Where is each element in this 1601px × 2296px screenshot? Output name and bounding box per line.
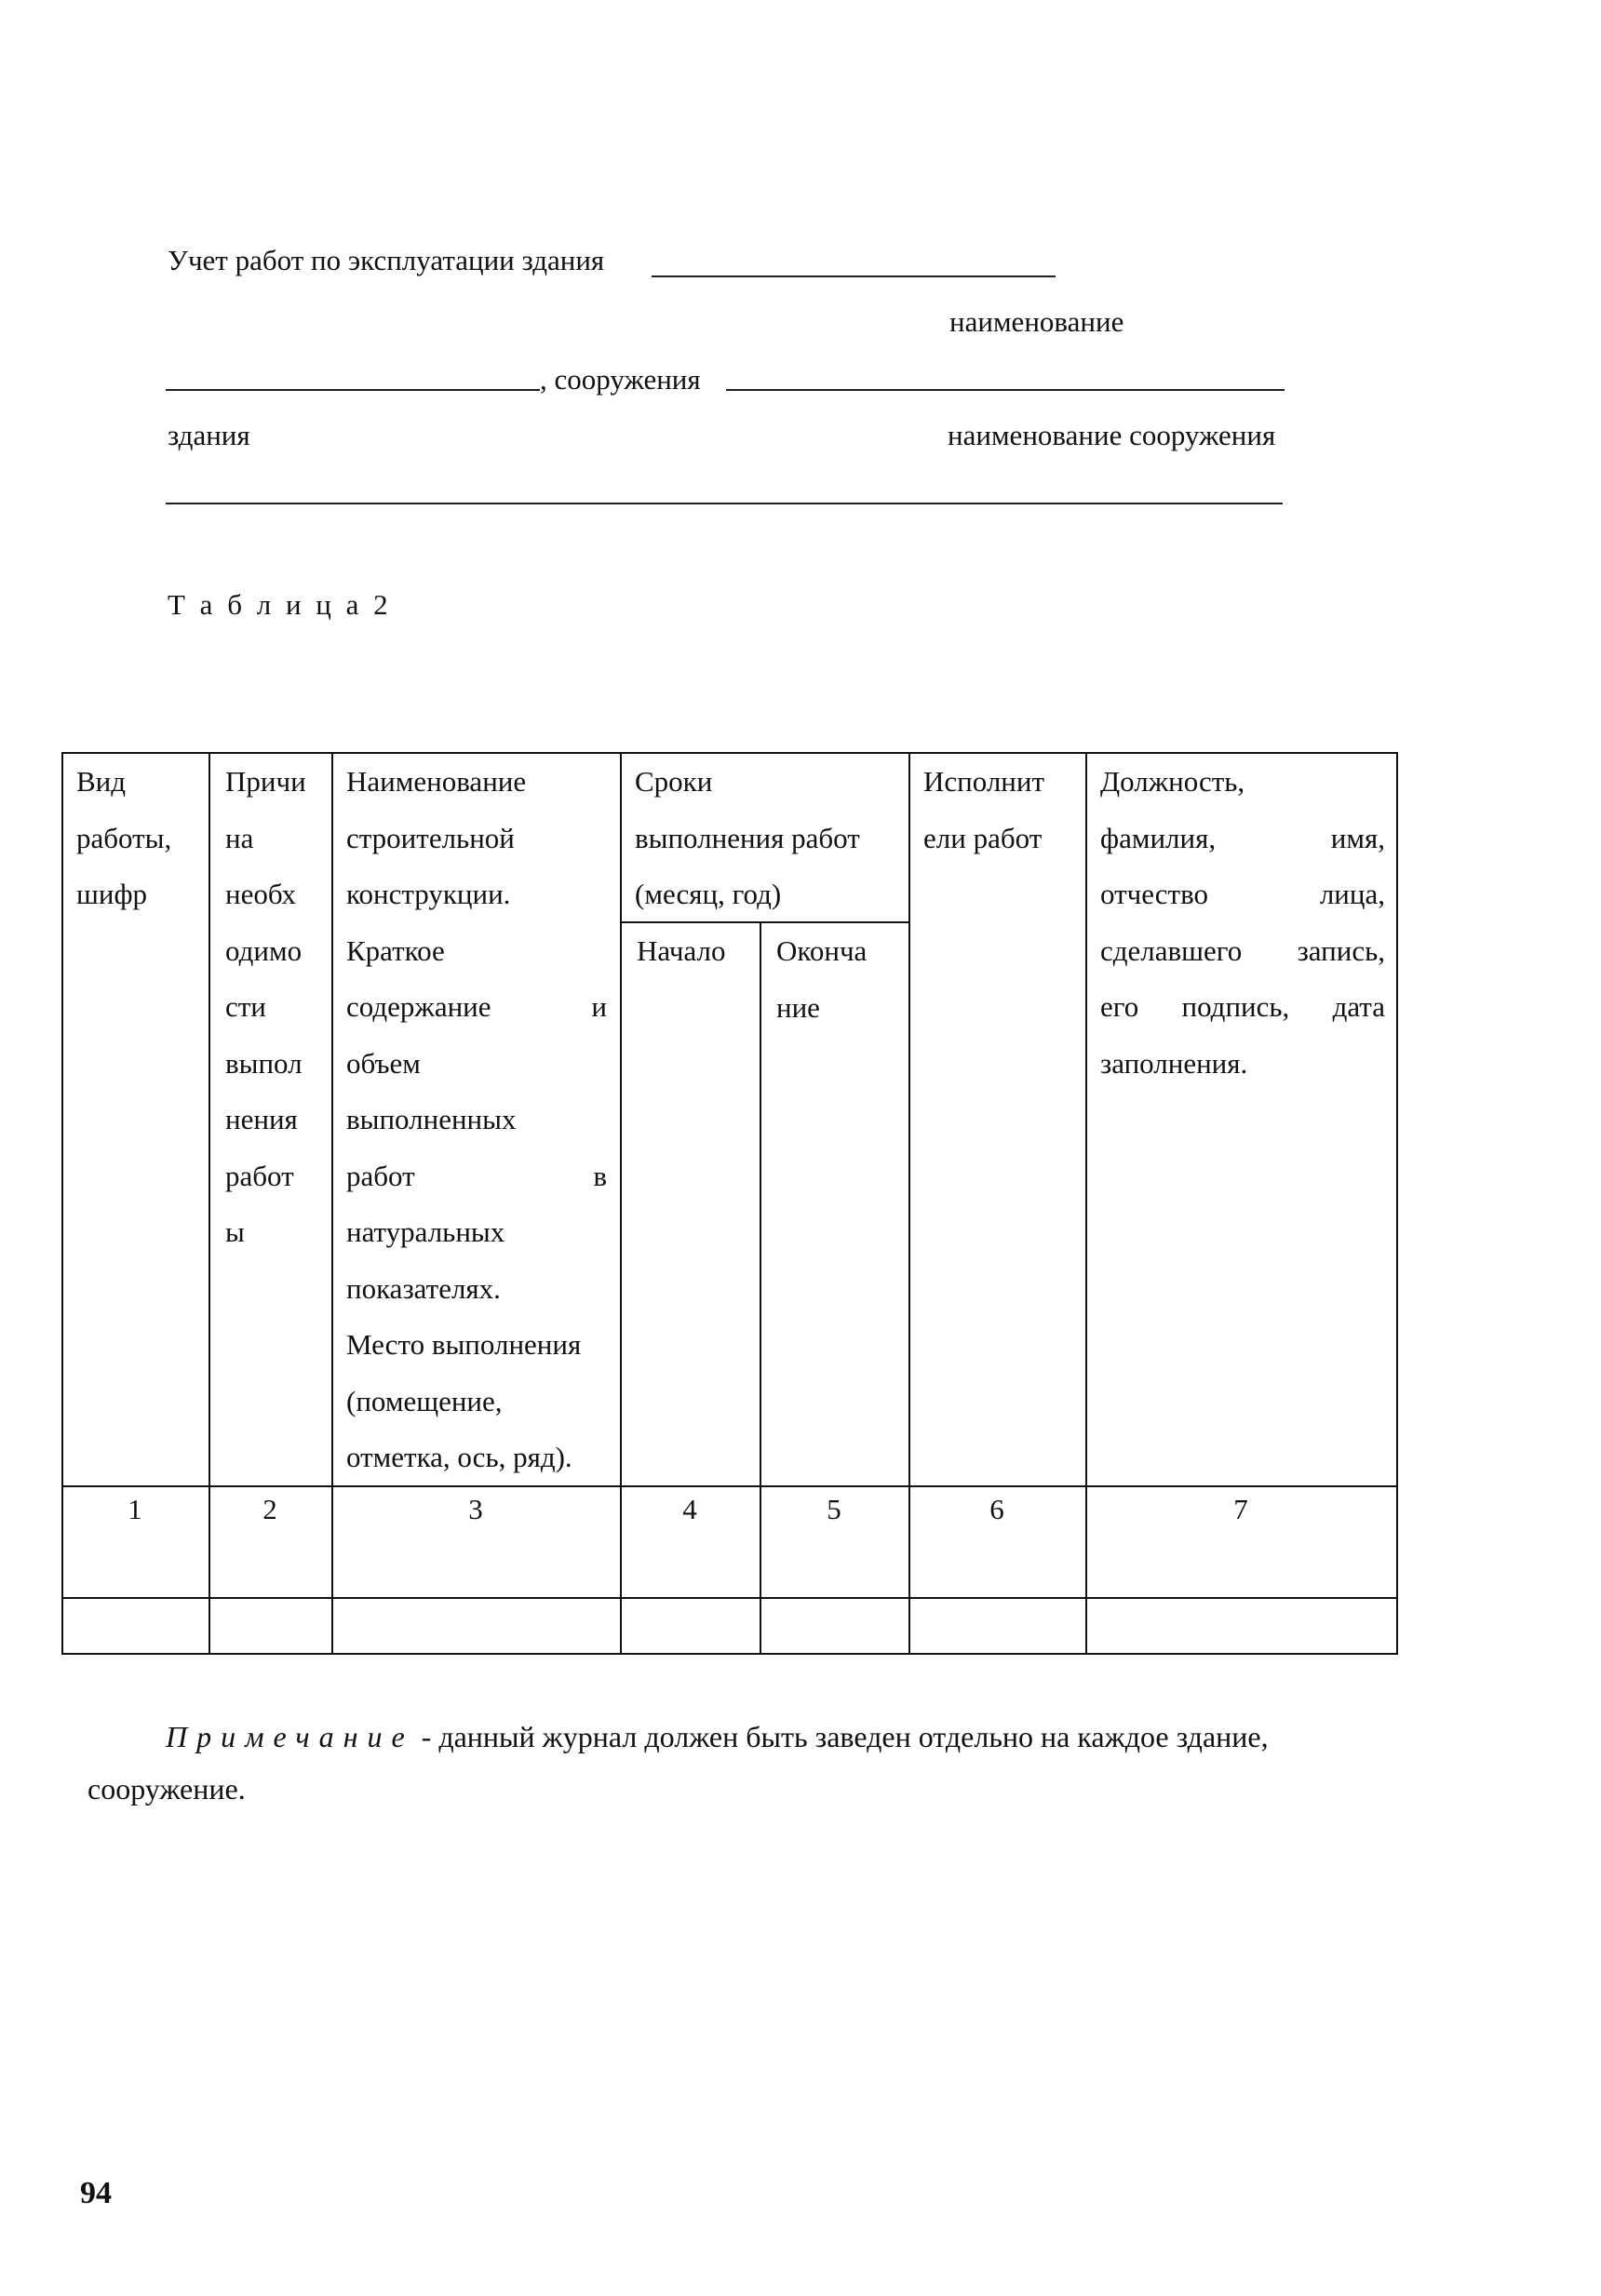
header-bottom-line xyxy=(61,1485,1398,1487)
col3-line: отметка, ось, ряд). xyxy=(346,1441,572,1473)
table-caption: Т а б л и ц а 2 xyxy=(168,588,392,621)
col5-line: Оконча xyxy=(776,934,868,967)
column-number: 5 xyxy=(827,1493,841,1525)
table-border-right xyxy=(1396,752,1398,1655)
col3-line: Наименование xyxy=(346,765,527,798)
col4-line: Начало xyxy=(637,934,726,967)
header-line1 xyxy=(168,244,604,277)
group-line: (месяц, год) xyxy=(635,878,782,910)
col2-line: нения xyxy=(225,1103,298,1135)
col7-line: Должность, xyxy=(1100,765,1245,798)
column-number: 6 xyxy=(989,1493,1004,1525)
header-line1-text: Учет работ по эксплуатации здания xyxy=(168,244,605,276)
col7-justified-line xyxy=(1100,979,1385,1036)
col3-word: работ xyxy=(346,1159,415,1192)
col3-word: и xyxy=(591,990,607,1023)
col1-line: шифр xyxy=(76,878,148,910)
column-number: 4 xyxy=(682,1493,697,1525)
col7-word: запись, xyxy=(1297,933,1385,967)
col3-line: Краткое xyxy=(346,933,445,967)
col3-header xyxy=(346,754,607,1486)
col7-word: его xyxy=(1100,990,1139,1023)
column-number: 7 xyxy=(1233,1493,1248,1525)
col2-line: Причи xyxy=(225,765,306,798)
column-number: 1 xyxy=(128,1493,142,1525)
col7-word: имя, xyxy=(1330,821,1385,854)
col7-word: подпись, xyxy=(1181,990,1290,1023)
group-line: Сроки xyxy=(635,765,713,798)
page-number: 94 xyxy=(80,2176,112,2210)
col7-justified-line xyxy=(1100,866,1385,923)
col7-word: лица, xyxy=(1319,878,1385,910)
col2-line: необх xyxy=(225,878,296,910)
col7-justified-line xyxy=(1100,811,1385,867)
col3-line: конструкции. xyxy=(346,878,511,910)
caption-structure: наименование сооружения xyxy=(948,419,1276,451)
note-text: - данный журнал должен быть заведен отдельно на каждое здание, сооружение. xyxy=(87,1720,1269,1806)
structure-fill-line xyxy=(726,389,1285,391)
building-fill-line-2 xyxy=(166,389,540,391)
col1-line: Вид xyxy=(76,765,127,798)
col2-line: ы xyxy=(225,1215,245,1248)
col2-line: выпол xyxy=(225,1046,303,1080)
col7-word: отчество xyxy=(1100,878,1208,910)
col2-line: сти xyxy=(225,990,266,1023)
col6-header xyxy=(923,754,1044,866)
deadlines-group-header xyxy=(635,754,860,923)
col3-line: объем xyxy=(346,1046,421,1080)
col1-line: работы, xyxy=(76,821,172,854)
col2-line: одимо xyxy=(225,933,303,967)
col5-header xyxy=(776,923,867,1036)
col7-line: заполнения. xyxy=(1100,1046,1248,1080)
col7-justified-line xyxy=(1100,923,1385,980)
col2-line: работ xyxy=(225,1159,294,1192)
column-number: 2 xyxy=(262,1493,277,1525)
col5-line: ние xyxy=(776,990,820,1024)
line2-suffix: , сооружения xyxy=(540,363,701,396)
caption-building: здания xyxy=(168,419,250,451)
col7-word: сделавшего xyxy=(1100,933,1243,967)
bottom-fill-line xyxy=(166,503,1283,504)
col3-word: содержание xyxy=(346,990,491,1023)
col3-line: натуральных xyxy=(346,1215,505,1248)
col3-line: Место выполнения xyxy=(346,1328,582,1361)
col6-line: Исполнит xyxy=(923,765,1045,798)
work-log-table xyxy=(61,752,1398,1655)
col6-line: ели работ xyxy=(923,821,1043,854)
col7-header xyxy=(1100,754,1385,1092)
col3-line: строительной xyxy=(346,821,515,854)
col3-justified-line xyxy=(346,1148,607,1205)
note-paragraph xyxy=(87,1711,1428,1815)
caption-name: наименование xyxy=(949,305,1124,338)
col7-word: дата xyxy=(1332,990,1385,1023)
col3-line: показателях. xyxy=(346,1271,501,1305)
col2-line: на xyxy=(225,821,254,854)
col3-word: в xyxy=(593,1159,607,1192)
note-lead: Примечание xyxy=(166,1720,414,1753)
building-name-fill-line xyxy=(652,275,1056,277)
col4-header xyxy=(637,923,726,980)
column-number: 3 xyxy=(468,1493,483,1525)
table-border-bottom xyxy=(61,1653,1398,1655)
col3-justified-line xyxy=(346,979,607,1036)
col2-header xyxy=(225,754,306,1261)
group-line: выполнения работ xyxy=(635,821,860,854)
number-row-bottom-line xyxy=(61,1597,1398,1599)
col-divider-4 xyxy=(760,921,761,1655)
col7-word: фамилия, xyxy=(1100,821,1217,854)
col3-line: (помещение, xyxy=(346,1384,503,1417)
col1-header xyxy=(76,754,171,923)
col3-line: выполненных xyxy=(346,1103,517,1135)
